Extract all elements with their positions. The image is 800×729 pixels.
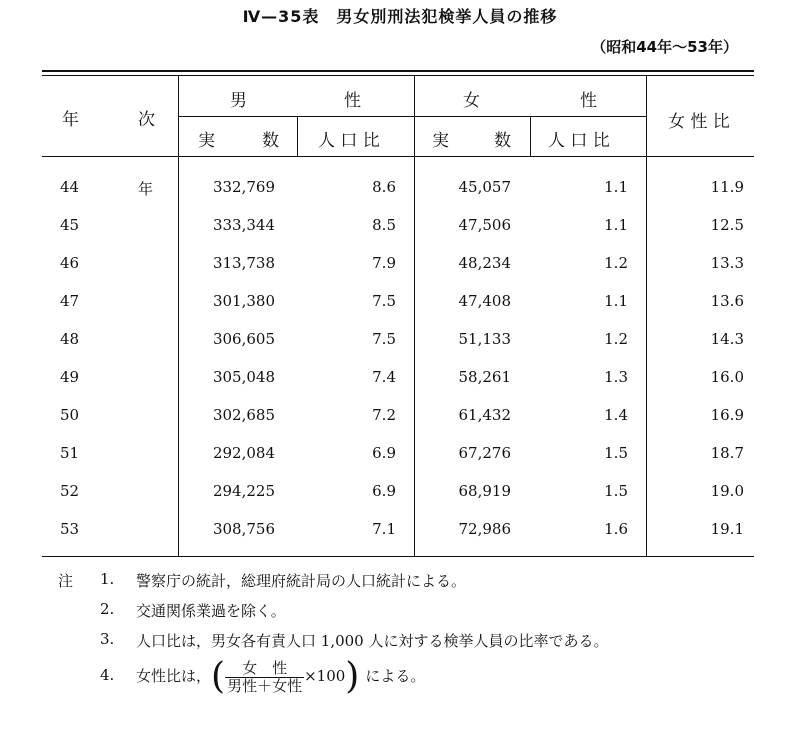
year-cell: 45 bbox=[60, 216, 80, 234]
female-ratio-cell: 1.4 bbox=[604, 406, 628, 424]
female-share-cell: 13.3 bbox=[710, 254, 744, 272]
top-rule-thin bbox=[42, 75, 754, 76]
note-4-multiplier: ×100 bbox=[304, 667, 346, 685]
table-title: Ⅳ—35表 男女別刑法犯検挙人員の推移 bbox=[242, 7, 558, 26]
female-ratio-cell: 1.5 bbox=[604, 444, 628, 462]
year-cell: 48 bbox=[60, 330, 80, 348]
male-count-cell: 313,738 bbox=[212, 254, 275, 272]
female-ratio-cell: 1.2 bbox=[604, 330, 628, 348]
male-ratio-cell: 8.5 bbox=[372, 216, 396, 234]
female-ratio-cell: 1.1 bbox=[604, 178, 628, 196]
year-cell: 51 bbox=[60, 444, 80, 462]
header-subline-female bbox=[414, 116, 646, 117]
header-male-a: 男 bbox=[230, 91, 247, 111]
male-count-cell: 306,605 bbox=[212, 330, 275, 348]
note-4-close-paren: ) bbox=[345, 656, 360, 697]
female-count-cell: 45,057 bbox=[458, 178, 511, 196]
female-share-cell: 19.0 bbox=[710, 482, 744, 500]
note-2-text: 交通関係業過を除く。 bbox=[136, 602, 286, 620]
note-4-fraction bbox=[225, 660, 304, 694]
header-year-b: 次 bbox=[138, 110, 155, 130]
female-share-cell: 12.5 bbox=[710, 216, 744, 234]
note-4-text bbox=[136, 648, 425, 704]
header-male-ratio: 人 口 比 bbox=[318, 131, 380, 151]
header-female-count-b: 数 bbox=[494, 131, 511, 151]
header-subline-male bbox=[178, 116, 414, 117]
female-share-cell: 18.7 bbox=[710, 444, 744, 462]
male-count-cell: 292,084 bbox=[212, 444, 275, 462]
table-bottom-rule bbox=[42, 556, 754, 557]
notes-label: 注 bbox=[58, 572, 74, 590]
header-male-b: 性 bbox=[344, 91, 361, 111]
female-ratio-cell: 1.1 bbox=[604, 292, 628, 310]
header-divider-female-sub bbox=[530, 116, 531, 156]
note-1-number: 1. bbox=[100, 570, 115, 588]
header-male-count-b: 数 bbox=[262, 131, 279, 151]
note-4-denominator: 男性＋女性 bbox=[227, 676, 303, 695]
header-female-count-a: 実 bbox=[432, 131, 449, 151]
table-subtitle: （昭和44年～53年） bbox=[591, 38, 738, 56]
note-3-text: 人口比は，男女各有責人口 1,000 人に対する検挙人員の比率である。 bbox=[136, 632, 609, 650]
header-bottom-rule bbox=[42, 156, 754, 157]
male-ratio-cell: 7.2 bbox=[372, 406, 396, 424]
male-ratio-cell: 7.9 bbox=[372, 254, 396, 272]
year-cell: 49 bbox=[60, 368, 80, 386]
header-male-count-a: 実 bbox=[198, 131, 215, 151]
note-3-number: 3. bbox=[100, 630, 115, 648]
female-share-cell: 11.9 bbox=[710, 178, 744, 196]
year-cell: 53 bbox=[60, 520, 80, 538]
male-count-cell: 294,225 bbox=[212, 482, 275, 500]
male-count-cell: 302,685 bbox=[212, 406, 275, 424]
male-ratio-cell: 7.5 bbox=[372, 292, 396, 310]
female-count-cell: 68,919 bbox=[458, 482, 511, 500]
note-4-suffix: による。 bbox=[365, 667, 426, 685]
male-ratio-cell: 6.9 bbox=[372, 482, 396, 500]
year-unit-cell: 年 bbox=[138, 180, 154, 198]
top-rule-thick bbox=[42, 70, 754, 72]
year-cell: 52 bbox=[60, 482, 80, 500]
female-count-cell: 47,506 bbox=[458, 216, 511, 234]
year-cell: 46 bbox=[60, 254, 80, 272]
female-count-cell: 67,276 bbox=[458, 444, 511, 462]
note-1-text: 警察庁の統計，総理府統計局の人口統計による。 bbox=[136, 572, 467, 590]
header-divider-male-sub bbox=[297, 116, 298, 156]
female-share-cell: 16.9 bbox=[710, 406, 744, 424]
female-ratio-cell: 1.5 bbox=[604, 482, 628, 500]
header-female-share: 女 性 比 bbox=[668, 112, 730, 132]
note-4-open-paren: ( bbox=[211, 656, 226, 697]
male-ratio-cell: 7.4 bbox=[372, 368, 396, 386]
male-ratio-cell: 8.6 bbox=[372, 178, 396, 196]
female-count-cell: 47,408 bbox=[458, 292, 511, 310]
male-count-cell: 308,756 bbox=[212, 520, 275, 538]
note-4-prefix: 女性比は， bbox=[136, 667, 212, 685]
male-count-cell: 301,380 bbox=[212, 292, 275, 310]
header-female-ratio: 人 口 比 bbox=[548, 131, 610, 151]
female-ratio-cell: 1.6 bbox=[604, 520, 628, 538]
female-count-cell: 51,133 bbox=[458, 330, 511, 348]
female-count-cell: 58,261 bbox=[458, 368, 511, 386]
male-count-cell: 332,769 bbox=[212, 178, 275, 196]
year-cell: 44 bbox=[60, 178, 80, 196]
header-female-a: 女 bbox=[463, 91, 480, 111]
female-share-cell: 16.0 bbox=[710, 368, 744, 386]
note-4-numerator: 女 性 bbox=[225, 660, 304, 678]
male-ratio-cell: 7.5 bbox=[372, 330, 396, 348]
female-ratio-cell: 1.2 bbox=[604, 254, 628, 272]
header-divider-female-share bbox=[646, 76, 647, 156]
body-divider-female-share bbox=[646, 156, 647, 556]
female-count-cell: 61,432 bbox=[458, 406, 511, 424]
male-count-cell: 333,344 bbox=[212, 216, 275, 234]
male-count-cell: 305,048 bbox=[212, 368, 275, 386]
female-ratio-cell: 1.1 bbox=[604, 216, 628, 234]
female-count-cell: 48,234 bbox=[458, 254, 511, 272]
body-divider-year bbox=[178, 156, 179, 556]
female-ratio-cell: 1.3 bbox=[604, 368, 628, 386]
note-4-number: 4. bbox=[100, 666, 115, 684]
note-2-number: 2. bbox=[100, 600, 115, 618]
female-share-cell: 14.3 bbox=[710, 330, 744, 348]
male-ratio-cell: 7.1 bbox=[372, 520, 396, 538]
year-cell: 47 bbox=[60, 292, 80, 310]
male-ratio-cell: 6.9 bbox=[372, 444, 396, 462]
year-cell: 50 bbox=[60, 406, 80, 424]
header-female-b: 性 bbox=[580, 91, 597, 111]
female-count-cell: 72,986 bbox=[458, 520, 511, 538]
female-share-cell: 19.1 bbox=[710, 520, 744, 538]
header-year-a: 年 bbox=[62, 110, 79, 130]
female-share-cell: 13.6 bbox=[710, 292, 744, 310]
body-divider-male-female bbox=[414, 156, 415, 556]
